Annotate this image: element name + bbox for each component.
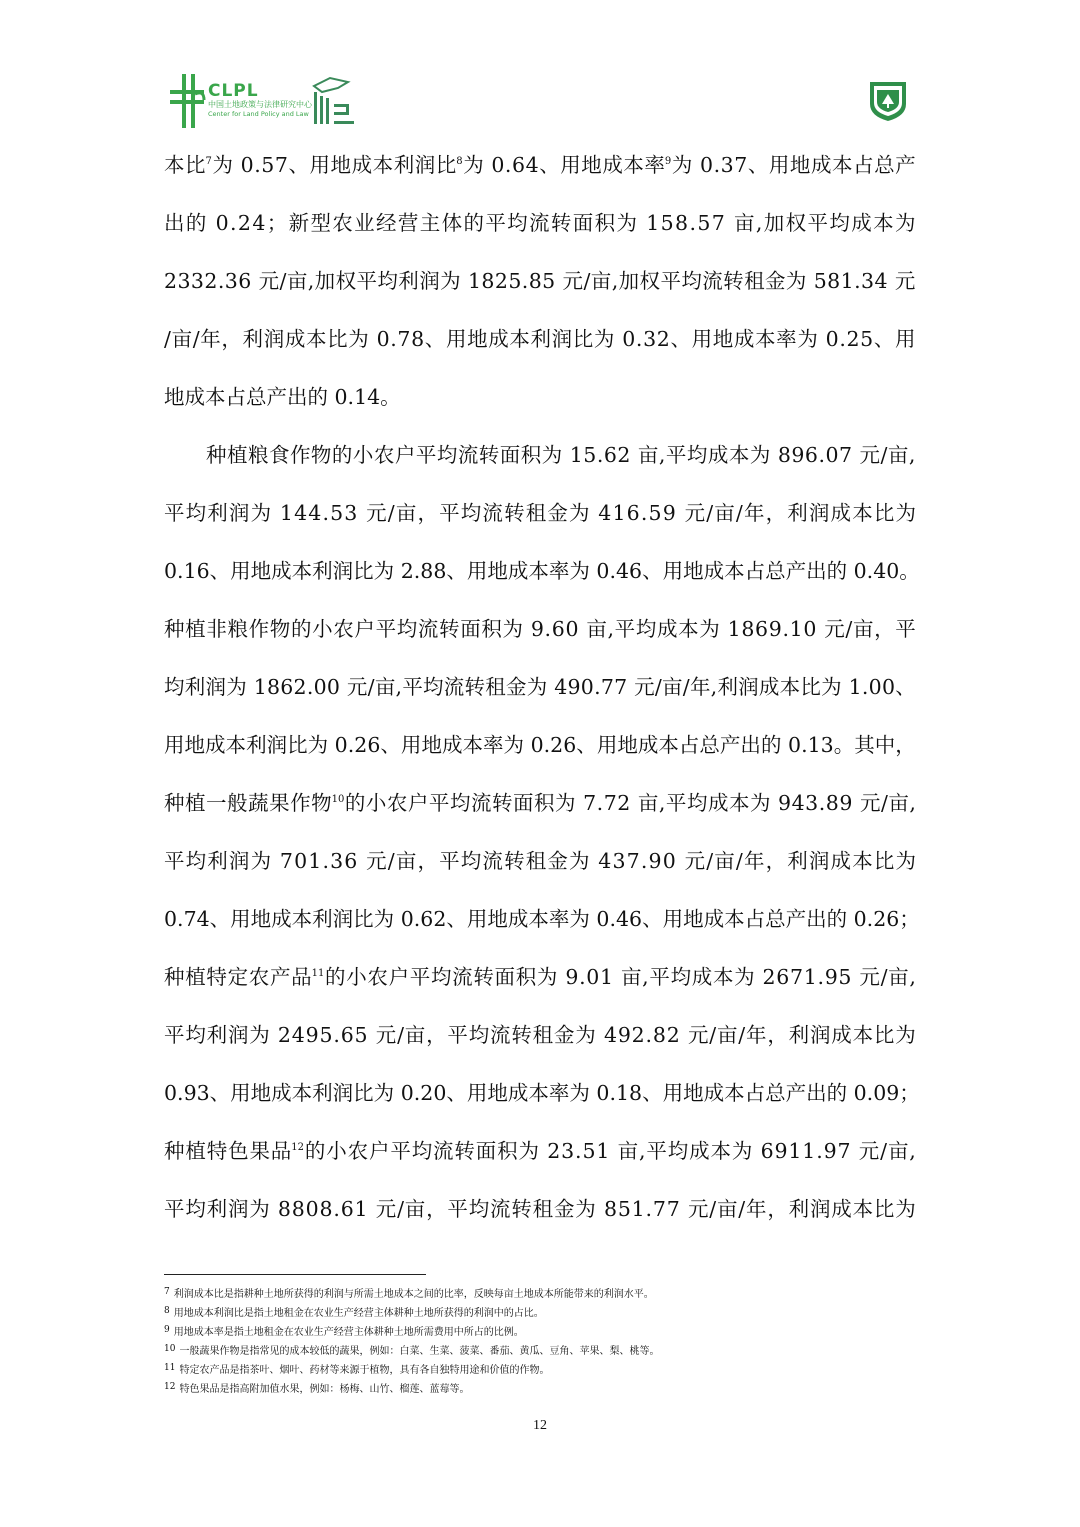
footnote-text: 用地成本率是指土地租金在农业生产经营主体耕种土地所需费用中所占的比例。 <box>173 1327 524 1338</box>
text-line: 0 . 9 3 、 用 地 成 本 利 润 比 为 0 . 2 0 、 用 地 成 本 率 为 0 . 1 8 、 用 地 成 本 占 总 产 出 的 0 . 0 9 ； <box>164 1081 920 1105</box>
logo-english-name: Center for Land Policy and Law <box>208 110 309 118</box>
text-line: 2 3 3 2 . 3 6 元 / 亩 , 加 权 平 均 利 润 为 1 8 2 5 . 8 5 元 / 亩 , 加 权 平 均 流 转 租 金 为 5 8 1 . 3 4 元 <box>164 269 916 293</box>
footnote-ref[interactable]: 10 <box>331 794 345 805</box>
text-line: 种 植 一 般 蔬 果 作 物$^{10}$ 的 小 农 户 平 均 流 转 面 积 为 7 . 7 2 亩 , 平 均 成 本 为 9 4 3 . 8 9 元 / 亩 , <box>164 791 916 815</box>
footnote-number: 10 <box>164 1344 176 1354</box>
text-line: 种 植 非 粮 作 物 的 小 农 户 平 均 流 转 面 积 为 9 . 6 0 亩 , 平 均 成 本 为 1 8 6 9 . 1 0 元 / 亩 ， 平 <box>164 617 916 641</box>
text-line: / 亩 / 年 ， 利 润 成 本 比 为 0 . 7 8 、 用 地 成 本 利 润 比 为 0 . 3 2 、 用 地 成 本 率 为 0 . 2 5 、 用 <box>164 327 916 351</box>
text-line: 0 . 1 6 、 用 地 成 本 利 润 比 为 2 . 8 8 、 用 地 成 本 率 为 0 . 4 6 、 用 地 成 本 占 总 产 出 的 0 . 4 0 。 <box>164 559 920 583</box>
text-line: 0 . 7 4 、 用 地 成 本 利 润 比 为 0 . 6 2 、 用 地 成 本 率 为 0 . 4 6 、 用 地 成 本 占 总 产 出 的 0 . 2 6 ； <box>164 907 920 931</box>
logo-brand: CLPL <box>208 81 259 101</box>
footnote-ref[interactable]: 11 <box>311 968 325 979</box>
logo-chinese-name: 中国土地政策与法律研究中心 <box>208 100 312 109</box>
body-text <box>164 136 920 1238</box>
footnote-text: 利润成本比是指耕种土地所获得的利润与所需土地成本之间的比率，反映每亩土地成本所能带来的利润水平。 <box>173 1289 654 1300</box>
footnote <box>164 1359 924 1378</box>
footnote <box>164 1321 924 1340</box>
footnote-number: 12 <box>164 1382 176 1392</box>
footnote-ref[interactable]: 9 <box>664 156 672 167</box>
footnote <box>164 1283 924 1302</box>
page-number: 12 <box>533 1418 547 1433</box>
footnote-number: 9 <box>164 1325 170 1335</box>
footnote <box>164 1378 924 1397</box>
text-line: 平 均 利 润 为 8 8 0 8 . 6 1 元 / 亩 ， 平 均 流 转 租 金 为 8 5 1 . 7 7 元 / 亩 / 年 ， 利 润 成 本 比 为 <box>164 1197 916 1221</box>
text-line: 平 均 利 润 为 1 4 4 . 5 3 元 / 亩 ， 平 均 流 转 租 金 为 4 1 6 . 5 9 元 / 亩 / 年 ， 利 润 成 本 比 为 <box>164 501 916 525</box>
page-header <box>0 0 1080 140</box>
clpl-logo-text <box>208 82 312 119</box>
footnote-number: 7 <box>164 1287 170 1297</box>
footnote-number: 8 <box>164 1306 170 1316</box>
footnote-divider <box>164 1274 426 1275</box>
text-line: 用 地 成 本 利 润 比 为 0 . 2 6 、 用 地 成 本 率 为 0 . 2 6 、 用 地 成 本 占 总 产 出 的 0 . 1 3 。 其 中 ， <box>164 733 916 757</box>
text-line: 种 植 特 定 农 产 品$^{11}$ 的 小 农 户 平 均 流 转 面 积 为 9 . 0 1 亩 , 平 均 成 本 为 2 6 7 1 . 9 5 元 / 亩 , <box>164 965 916 989</box>
footnote-ref[interactable]: 7 <box>205 156 212 167</box>
footnote <box>164 1340 924 1359</box>
text-line: 平 均 利 润 为 7 0 1 . 3 6 元 / 亩 ， 平 均 流 转 租 金 为 4 3 7 . 9 0 元 / 亩 / 年 ， 利 润 成 本 比 为 <box>164 849 916 873</box>
text-line: 出 的 0 . 2 4 ； 新 型 农 业 经 营 主 体 的 平 均 流 转 面 积 为 1 5 8 . 5 7 亩 , 加 权 平 均 成 本 为 <box>164 211 916 235</box>
text-line: 种 植 粮 食 作 物 的 小 农 户 平 均 流 转 面 积 为 1 5 . 6 2 亩 , 平 均 成 本 为 8 9 6 . 0 7 元 / 亩 , <box>206 443 916 467</box>
footnote-number: 11 <box>164 1363 176 1373</box>
footnote-ref[interactable]: 12 <box>291 1142 305 1153</box>
footnotes <box>164 1283 924 1397</box>
footnote-text: 用地成本利润比是指土地租金在农业生产经营主体耕种土地所获得的利润中的占比。 <box>173 1308 544 1319</box>
university-emblem-icon <box>866 78 910 122</box>
footnote <box>164 1302 924 1321</box>
text-line: 均 利 润 为 1 8 6 2 . 0 0 元 / 亩 , 平 均 流 转 租 金 为 4 9 0 . 7 7 元 / 亩 / 年 , 利 润 成 本 比 为 1 . 0 0 、 <box>164 675 916 699</box>
footnote-text: 特定农产品是指茶叶、烟叶、药材等来源于植物，具有各自独特用途和价值的作物。 <box>179 1365 550 1376</box>
footnote-text: 一般蔬果作物是指常见的成本较低的蔬果，例如：白菜、生菜、菠菜、番茄、黄瓜、豆角、苹果、梨、桃等。 <box>179 1346 660 1357</box>
text-line: 地成本占总产出的 0.14。 <box>164 385 401 409</box>
text-line: 平 均 利 润 为 2 4 9 5 . 6 5 元 / 亩 ， 平 均 流 转 租 金 为 4 9 2 . 8 2 元 / 亩 / 年 ， 利 润 成 本 比 为 <box>164 1023 916 1047</box>
text-line: 种 植 特 色 果 品$^{12}$ 的 小 农 户 平 均 流 转 面 积 为 2 3 . 5 1 亩 , 平 均 成 本 为 6 9 1 1 . 9 7 元 / 亩 , <box>164 1139 916 1163</box>
footnote-ref[interactable]: 8 <box>456 156 463 167</box>
footnote-text: 特色果品是指高附加值水果，例如：杨梅、山竹、榴莲、蓝莓等。 <box>179 1384 470 1395</box>
text-line: 本 比$^7$ 为 0 . 5 7 、 用 地 成 本 利 润 比$^8$ 为 0 . 6 4 、 用 地 成 本 率$^9$ 为 0 . 3 7 、 用 地 成 本 占 总 产 <box>164 153 916 177</box>
